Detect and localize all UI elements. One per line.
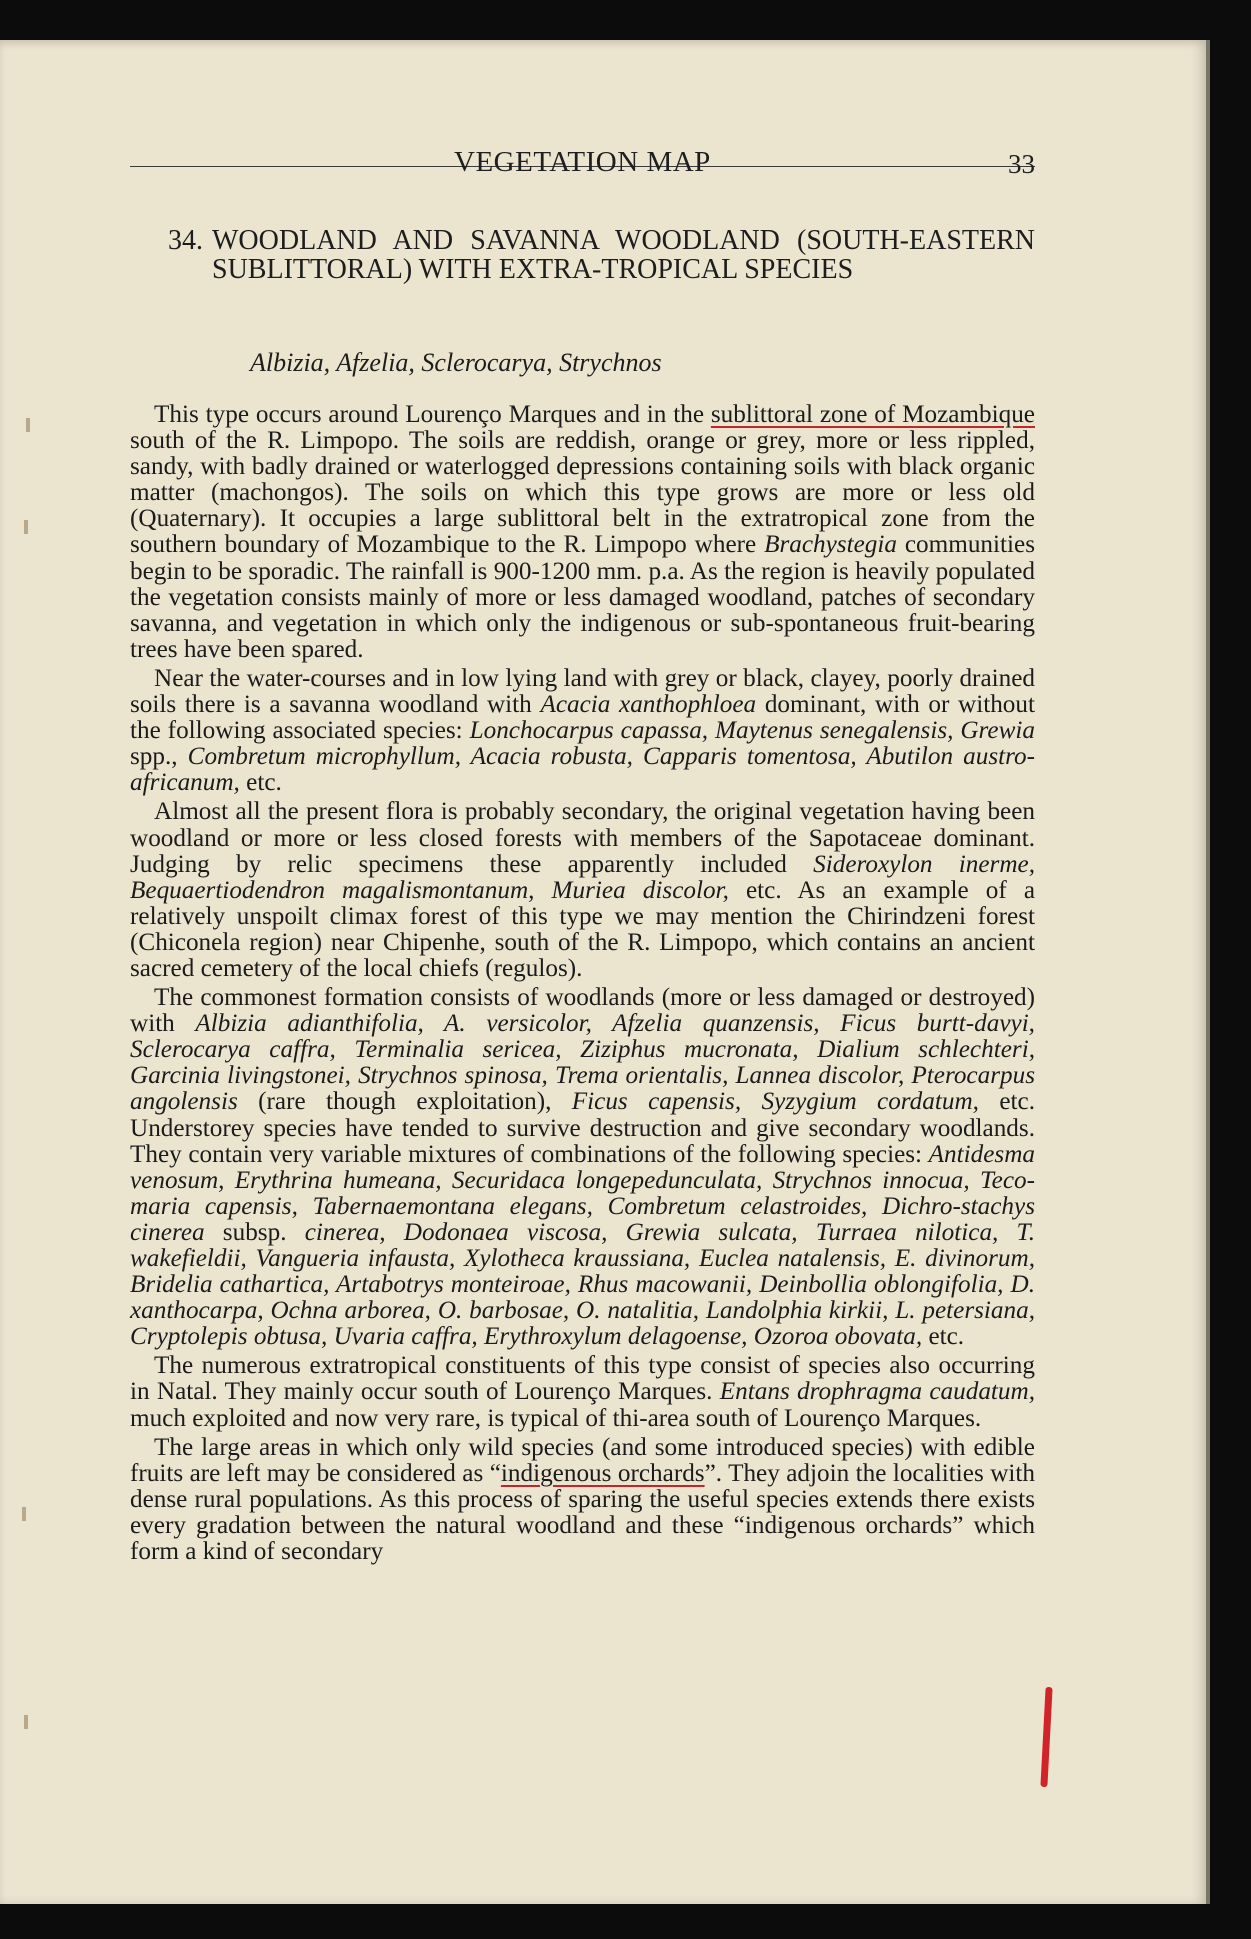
text-segment: Near the water-courses and in low lying land with grey or black, clayey, poorly drained soils there is a savanna woodland with bbox=[130, 664, 1035, 719]
text-segment: etc. bbox=[239, 769, 282, 797]
text-segment: communities begin to be sporadic. The rainfall is 900-1200 mm. p.a. As the region is heavily populated the vegetation consists mainly of more or less damaged woodland, patches of secondary savanna, and vegetation in which only the indigenous or sub-spontaneous fruit-bearing trees have been spared. bbox=[130, 531, 1035, 663]
text-segment: much exploited and now very rare, is typical of thi-area south of Lourenço Marques. bbox=[130, 1404, 982, 1432]
text-segment: The large areas in which only wild species (and some introduced species) with edible fruits are left may be considered as “ bbox=[130, 1433, 1035, 1487]
margin-speck bbox=[24, 1715, 28, 1729]
text-segment: This type occurs around Lourenço Marques and in the bbox=[154, 401, 711, 428]
text-segment: etc. Understorey species have tended to survive destruction and give secondary woodlands. They contain very variable mixtures of combinations of the following species: bbox=[130, 1088, 1035, 1168]
text-segment: (rare though exploitation), bbox=[237, 1088, 572, 1116]
text-segment: ”. They adjoin the localities with dense rural populations. As this process of sparing the useful species extends there exists every gradation between the natural woodland and these “indigenous orchards” which form a kind of secondary bbox=[130, 1459, 1035, 1566]
genera-line: Albizia, Afzelia, Sclerocarya, Strychnos bbox=[250, 348, 662, 377]
italic-species-text: Sideroxylon inerme, Bequaertiodendron magalismontanum, Muriea discolor, bbox=[130, 850, 1035, 904]
italic-species-text: Ficus capensis, Syzygium cordatum, bbox=[571, 1088, 979, 1116]
italic-species-text: Acacia xanthophloea bbox=[540, 691, 757, 719]
italic-species-text: Antidesma venosum, Erythrina humeana, Securidaca longepedunculata, Strychnos innocua, Teco-maria capensis, Tabernaemontana elegans, Combretum celastroides, Dichro-stachys cinerea bbox=[130, 1140, 1035, 1246]
text-segment: spp., bbox=[130, 743, 188, 771]
text-segment: etc. bbox=[922, 1323, 965, 1351]
text-segment: dominant, with or without the following associated species: bbox=[130, 691, 1035, 745]
margin-speck bbox=[22, 1507, 26, 1521]
page-number: 33 bbox=[1008, 149, 1035, 179]
running-title: VEGETATION MAP bbox=[454, 146, 711, 178]
margin-speck bbox=[24, 520, 28, 534]
text-segment: Almost all the present flora is probably secondary, the original vegetation having been woodland or more or less closed forests with members of the Sapotaceae dominant. Judging by relic specimens these apparently included bbox=[130, 798, 1035, 878]
underlined-text: indigenous orchards bbox=[500, 1459, 705, 1487]
text-segment: subsp. bbox=[204, 1218, 305, 1246]
paragraph-p2 bbox=[130, 666, 1035, 796]
section-title: WOODLAND AND SAVANNA WOODLAND (SOUTH-EASTERN SUBLITTORAL) WITH EXTRA-TROPICAL SPECIES bbox=[212, 225, 1035, 285]
paragraph-p1 bbox=[130, 402, 1035, 663]
italic-species-text: Entans drophragma caudatum, bbox=[719, 1378, 1035, 1406]
section-heading bbox=[168, 225, 1035, 285]
page-edge bbox=[1206, 40, 1210, 1904]
text-segment: The commonest formation consists of woodlands (more or less damaged or destroyed) with bbox=[130, 984, 1035, 1038]
underlined-text: sublittoral zone of Mozambique bbox=[710, 401, 1035, 428]
text-segment: etc. As an example of a relatively unspoilt climax forest of this type we may mention the Chirindzeni forest (Chiconela region) near Chipenhe, south of the R. Limpopo, which contains an ancient sacred cemetery of the local chiefs (regulos). bbox=[130, 876, 1035, 982]
italic-species-text: Albizia adianthifolia, A. versicolor, Afzelia quanzensis, Ficus burtt-davyi, Sclerocarya caffra, Terminalia sericea, Ziziphus mucronata, Dialium schlechteri, Garcinia livingstonei, Strychnos spinosa, Trema orientalis, Lannea discolor, Pterocarpus angolensis bbox=[130, 1010, 1035, 1116]
body-text bbox=[130, 402, 1035, 1565]
section-number: 34. bbox=[168, 225, 203, 256]
paragraph-p6 bbox=[130, 1435, 1035, 1565]
margin-speck bbox=[26, 418, 30, 432]
italic-species-text: cinerea, Dodonaea viscosa, Grewia sulcata, Turraea nilotica, T. wakefieldii, Vangueria infausta, Xylotheca kraussiana, Euclea natalensis, E. divinorum, Bridelia cathartica, Artabotrys monteiroae, Rhus macowanii, Deinbollia oblongifolia, D. xanthocarpa, Ochna arborea, O. barbosae, O. natalitia, Landolphia kirkii, L. petersiana, Cryptolepis obtusa, Uvaria caffra, Erythroxylum delagoense, Ozoroa obovata, bbox=[130, 1218, 1035, 1351]
text-segment: The numerous extratropical constituents of this type consist of species also occurring in Natal. They mainly occur south of Lourenço Marques. bbox=[130, 1352, 1035, 1406]
paragraph-p3 bbox=[130, 799, 1035, 982]
paragraph-p4 bbox=[130, 985, 1035, 1350]
text-segment: south of the R. Limpopo. The soils are reddish, orange or grey, more or less rippled, sandy, with badly drained or waterlogged depressions containing soils with black organic matter (machongos). The soils on which this type grows are more or less old (Quaternary). It occupies a large sublittoral belt in the extratropical zone from the southern boundary of Mozambique to the R. Limpopo where bbox=[130, 427, 1035, 559]
italic-species-text: Brachystegia bbox=[764, 531, 897, 559]
running-header bbox=[130, 106, 1035, 179]
paragraph-p5 bbox=[130, 1353, 1035, 1431]
italic-species-text: Lonchocarpus capassa, Maytenus senegalensis, Grewia bbox=[469, 717, 1035, 745]
italic-species-text: Combretum microphyllum, Acacia robusta, Capparis tomentosa, Abutilon austro-africanum, bbox=[130, 743, 1035, 797]
